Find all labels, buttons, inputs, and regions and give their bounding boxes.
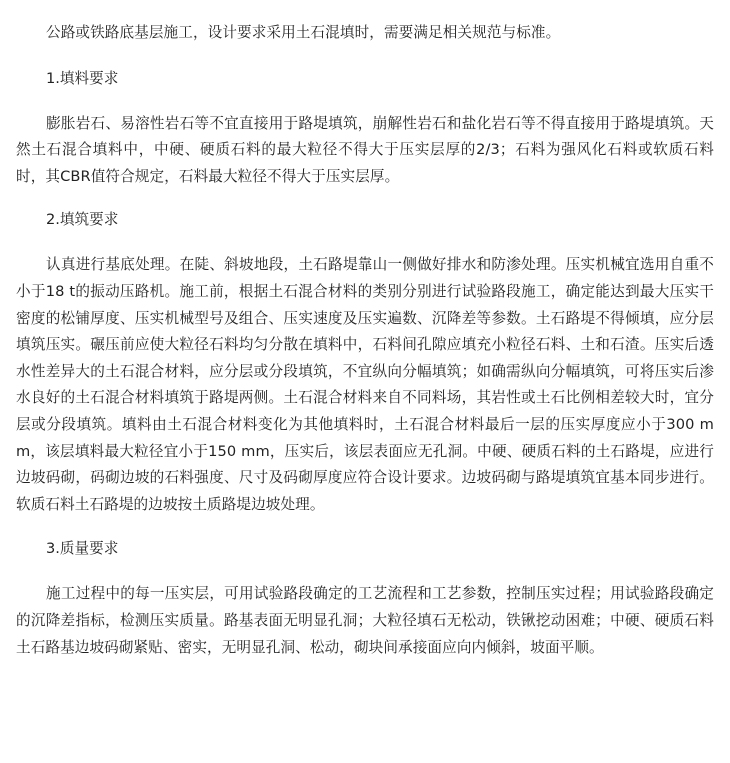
section-body-filling: 认真进行基底处理。在陡、斜坡地段，土石路堤靠山一侧做好排水和防渗处理。压实机械宜选用自重不小于18 t的振动压路机。施工前，根据土石混合材料的类别分别进行试验路段施工，确定能达到最大压实干密度的松铺厚度、压实机械型号及组合、压实速度及压实遍数、沉降差等参数。土石路堤不得倾填，应分层填筑压实。碾压前应使大粒径石料均匀分散在填料中，石料间孔隙应填充小粒径石料、土和石渣。压实后透水性差异大的土石混合材料，应分层或分段填筑，不宜纵向分幅填筑；如确需纵向分幅填筑，可将压实后渗水良好的土石混合材料填筑于路堤两侧。土石混合材料来自不同料场，其岩性或土石比例相差较大时，宜分层或分段填筑。填料由土石混合材料变化为其他填料时，土石混合材料最后一层的压实厚度应小于300 mm，该层填料最大粒径宜小于150 mm，压实后，该层表面应无孔洞。中硬、硬质石料的土石路堤，应进行边坡码砌，码砌边坡的石料强度、尺寸及码砌厚度应符合设计要求。边坡码砌与路堤填筑宜基本同步进行。软质石料土石路堤的边坡按土质路堤边坡处理。 [16, 256, 714, 513]
intro-paragraph: 公路或铁路底基层施工，设计要求采用土石混填时，需要满足相关规范与标准。 [46, 24, 561, 41]
section-heading-quality: 3.质量要求 [46, 540, 119, 558]
section-heading-filling: 2.填筑要求 [46, 211, 119, 229]
article-body [16, 20, 714, 661]
section-heading-fill-material: 1.填料要求 [46, 69, 119, 87]
section-body-quality: 施工过程中的每一压实层，可用试验路段确定的工艺流程和工艺参数，控制压实过程；用试验路段确定的沉降差指标，检测压实质量。路基表面无明显孔洞；大粒径填石无松动，铁锹挖动困难；中硬、硬质石料土石路基边坡码砌紧贴、密实，无明显孔洞、松动，砌块间承接面应向内倾斜，坡面平顺。 [16, 585, 714, 656]
section-body-fill-material: 膨胀岩石、易溶性岩石等不宜直接用于路堤填筑，崩解性岩石和盐化岩石等不得直接用于路堤填筑。天然土石混合填料中，中硬、硬质石料的最大粒径不得大于压实层厚的2/3；石料为强风化石料或软质石料时，其CBR值符合规定，石料最大粒径不得大于压实层厚。 [16, 114, 714, 185]
